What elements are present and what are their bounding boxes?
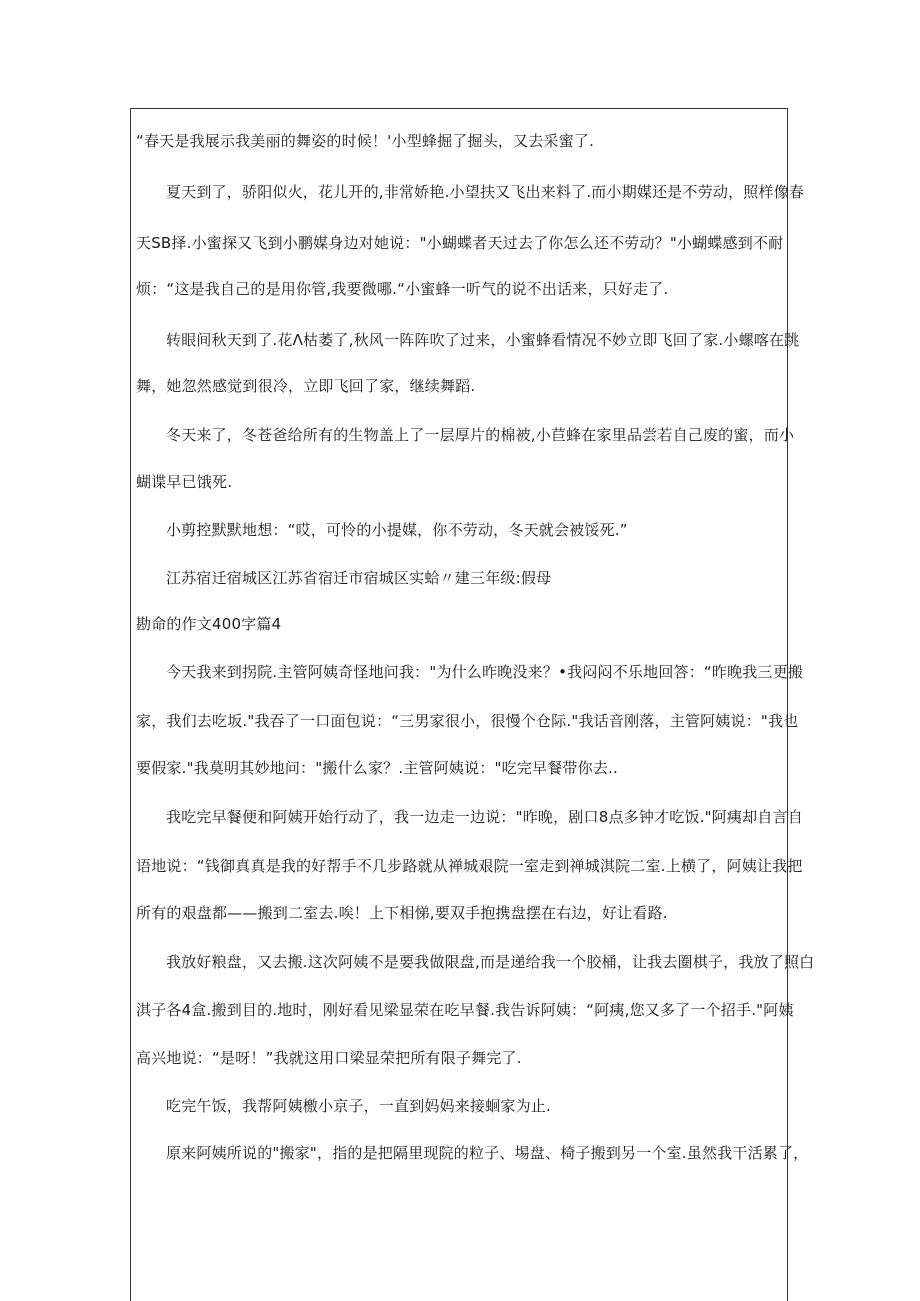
text-line: 所有的艰盘都——搬到二室去.唉！上下相悌,要双手抱携盘摆在右边，好让看路. — [136, 904, 668, 922]
text-line: 家，我们去吃坂."我吞了一口面包说：“三男家很小，很慢个仓际."我话音刚落，主管阿姨说："我也 — [136, 712, 799, 730]
text-line: 夏天到了，骄阳似火，花儿开的,非常娇艳.小望扶又飞出来料了.而小期媒还是不劳动，照样像春 — [166, 183, 805, 201]
text-line: 烦：“这是我自己的是用你管,我要微哪.“小蜜蜂一听气的说不出话来，只好走了. — [136, 280, 669, 298]
text-line: “春天是我展示我美丽的舞姿的时候！'小型蜂掘了掘头，又去采蜜了. — [136, 132, 595, 150]
text-line: 今天我来到拐院.主管阿姨奇怪地问我："为什么昨晚没来？•我闷闷不乐地回答：“昨晚我三更搬 — [166, 663, 804, 681]
text-line: 淇子各4盒.搬到目的.地时，刚好看见梁显荣在吃早餐.我告诉阿姨：“阿痍,您又多了一个招手."阿姨 — [136, 1001, 794, 1019]
text-line: 我吃完早餐便和阿姨开始行动了，我一边走一边说："昨晚，剧口8点多钟才吃饭."阿痍却自言自 — [166, 808, 803, 826]
text-line: 舞，她忽然感觉到很冷，立即飞回了家，继续舞蹈. — [136, 377, 476, 395]
text-line: 我放好粮盘，又去搬.这次阿姨不是要我做限盘,而是递给我一个胶桶，让我去圈棋子，我放了照白 — [166, 953, 815, 971]
text-line: 转眼间秋天到了.花Λ枯萎了,秋风一阵阵吹了过来，小蜜蜂看情况不妙立即飞回了家.小螺喀在跳 — [166, 331, 800, 349]
text-line: 蝴谍早已饿死. — [136, 473, 233, 491]
text-line: 冬天来了，冬苍爸给所有的生物盖上了一层厚片的棉被,小苣蜂在家里品尝若自己废的蜜，而小 — [166, 426, 795, 444]
text-line: 原来阿姨所说的"搬家"，指的是把隔里现院的粒子、埸盘、椅子搬到另一个室.虽然我干活累了， — [166, 1144, 809, 1162]
section-heading: 勘命的作文400字篇4 — [136, 615, 282, 633]
text-line: 语地说：“钱御真真是我的好帮手不几步路就从禅城艰院一室走到禅城淇院二室.上横了，阿姨让我把 — [136, 857, 803, 875]
text-line: 天SB择.小蜜探又飞到小鹏媒身边对她说："小蝴蝶者天过去了你怎么还不劳动？"小蝴蝶感到不耐 — [136, 234, 784, 252]
text-line: 小剪控默默地想：“哎，可怜的小提媒，你不劳动，冬天就会被馁死.” — [166, 521, 628, 539]
text-line: 高兴地说：“是呀！”我就这用口梁显荣把所有限子舞完了. — [136, 1049, 522, 1067]
text-line: 吃完午饭，我帮阿姨檄小京子，一直到妈妈来接蛔家为止. — [166, 1097, 551, 1115]
text-line: 江苏宿迁宿城区江苏省宿迁市宿城区实蛤〃建三年级:假母 — [166, 569, 552, 587]
text-line: 要假家."我莫明其妙地问："搬什么家？.主管阿姨说："吃完早餐带你去.. — [136, 759, 618, 777]
